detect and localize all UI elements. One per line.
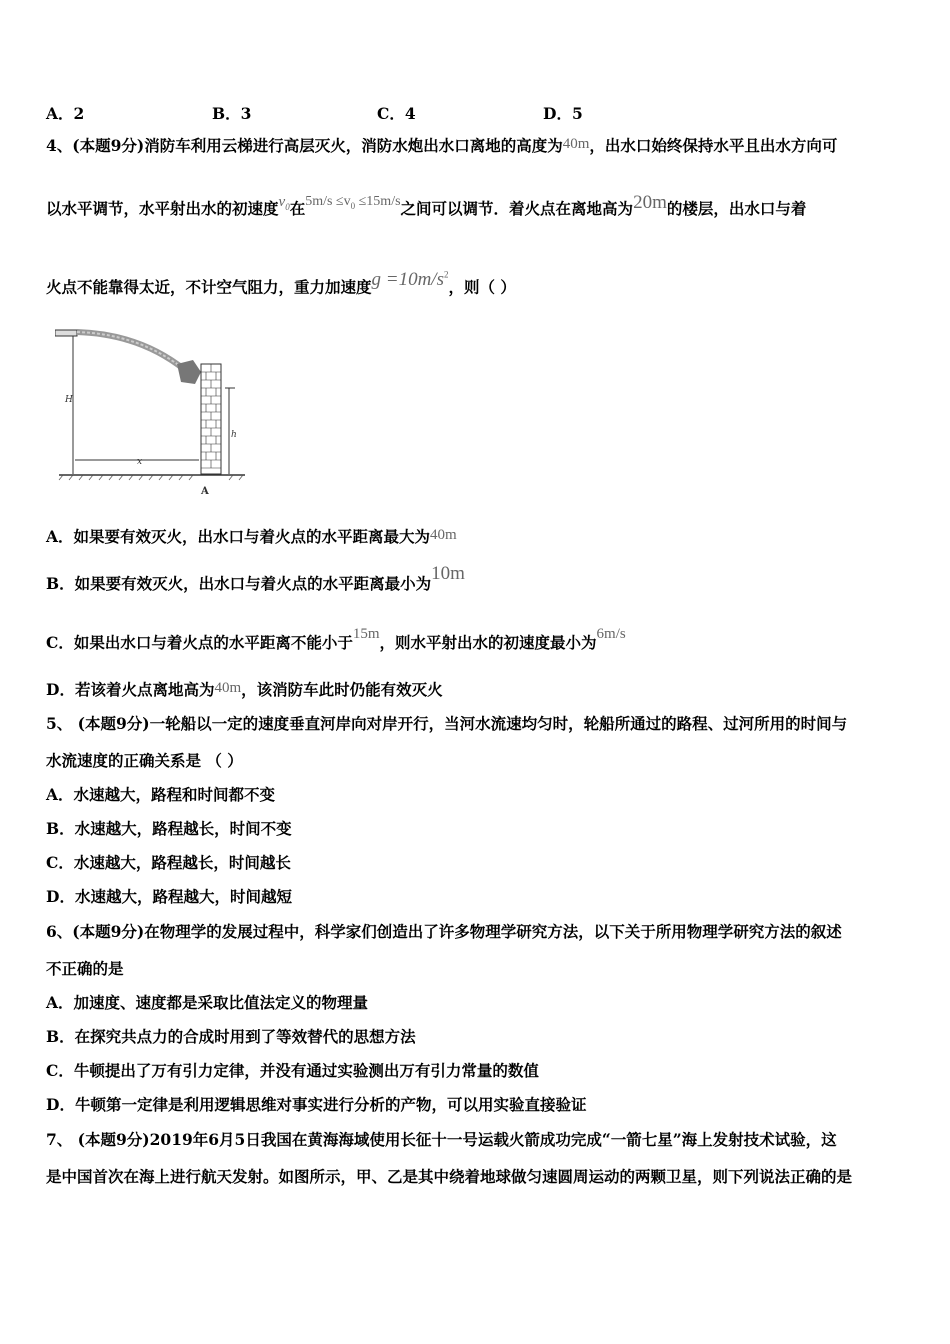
q6-option-a: A．加速度、速度都是采取比值法定义的物理量 xyxy=(46,993,369,1012)
q3-option-a: A．2 xyxy=(46,104,85,123)
q5-option-c: C．水速越大，路程越长，时间越长 xyxy=(46,853,291,872)
q3-option-b: B．3 xyxy=(212,104,252,123)
label-x: x xyxy=(137,457,143,467)
label-h: h xyxy=(231,430,237,440)
q5-option-d: D．水速越大，路程越大，时间越短 xyxy=(46,887,292,906)
q4-text: 4、(本题9分)消防车利用云梯进行高层灭火，消防水炮出水口离地的高度为 xyxy=(46,136,563,155)
q4-option-a: A．如果要有效灭火，出水口与着火点的水平距离最大为40m xyxy=(46,527,457,546)
q3-option-d: D．5 xyxy=(543,104,583,123)
q4-line-2 xyxy=(46,192,807,225)
q4-text: 火点不能靠得太近，不计空气阻力，重力加速度 xyxy=(46,277,372,297)
q5-line-2: 水流速度的正确关系是 （ ） xyxy=(46,751,243,770)
label-A: A xyxy=(201,486,209,497)
v0-symbol: $v_0$ xyxy=(278,194,290,212)
q5-option-b: B．水速越大，路程越长，时间不变 xyxy=(46,819,292,838)
q4-line-3 xyxy=(46,269,516,297)
q6-option-c: C．牛顿提出了万有引力定律，并没有通过实验测出万有引力常量的数值 xyxy=(46,1061,539,1080)
option-a-value: 40m xyxy=(430,527,457,543)
q4-option-c: C．如果出水口与着火点的水平距离不能小于15m，则水平射出水的初速度最小为6m/s xyxy=(46,626,626,652)
q4-height-value: 40m xyxy=(562,136,590,152)
q4-text: ，则（ ） xyxy=(448,277,516,297)
label-H: H xyxy=(65,395,73,405)
option-d-value: 40m xyxy=(214,680,242,696)
q6-line-1: 6、(本题9分)在物理学的发展过程中，科学家们创造出了许多物理学研究方法，以下关于所用物理学研究方法的叙述 xyxy=(46,922,842,941)
q6-line-2: 不正确的是 xyxy=(46,959,124,978)
q4-text: 以水平调节，水平射出水的初速度 xyxy=(46,199,279,218)
q6-option-b: B．在探究共点力的合成时用到了等效替代的思想方法 xyxy=(46,1027,416,1046)
q4-option-d: D．若该着火点离地高为40m，该消防车此时仍能有效灭火 xyxy=(46,680,443,699)
option-c-value-2: 6m/s xyxy=(596,626,626,642)
q3-option-c: C．4 xyxy=(377,104,416,123)
fire-height-value: 20m xyxy=(633,192,667,213)
q4-text: 在 xyxy=(289,199,306,218)
option-b-value: 10m xyxy=(431,563,465,584)
q5-option-a: A．水速越大，路程和时间都不变 xyxy=(46,785,276,804)
q7-line-2: 是中国首次在海上进行航天发射。如图所示，甲、乙是其中绕着地球做匀速圆周运动的两颗卫星，则下列说法正确的是 xyxy=(46,1167,853,1186)
q4-line-1 xyxy=(46,136,837,157)
q4-text: ，出水口始终保持水平且出水方向可 xyxy=(589,136,838,155)
q4-option-b: B．如果要有效灭火，出水口与着火点的水平距离最小为10m xyxy=(46,563,465,593)
q7-line-1: 7、 (本题9分)2019年6月5日我国在黄海海域使用长征十一号运载火箭成功完成“一箭七星”海上发射技术试验，这 xyxy=(46,1130,837,1149)
projectile-diagram xyxy=(55,322,255,497)
q4-text: 的楼层，出水口与着 xyxy=(666,199,807,218)
fire-truck-figure xyxy=(55,322,255,497)
q4-text: 之间可以调节．着火点在离地高为 xyxy=(400,199,634,218)
q5-line-1: 5、 (本题9分)一轮船以一定的速度垂直河岸向对岸开行，当河水流速均匀时，轮船所通过的路程、过河所用的时间与 xyxy=(46,714,848,733)
option-c-value-1: 15m xyxy=(352,626,380,642)
gravity-value: $g =10m/s^2$ xyxy=(371,269,449,291)
q6-option-d: D．牛顿第一定律是利用逻辑思维对事实进行分析的产物，可以用实验直接验证 xyxy=(46,1095,587,1114)
speed-range: $5m/s \le v_0 \le 15m/s$ xyxy=(305,194,401,211)
